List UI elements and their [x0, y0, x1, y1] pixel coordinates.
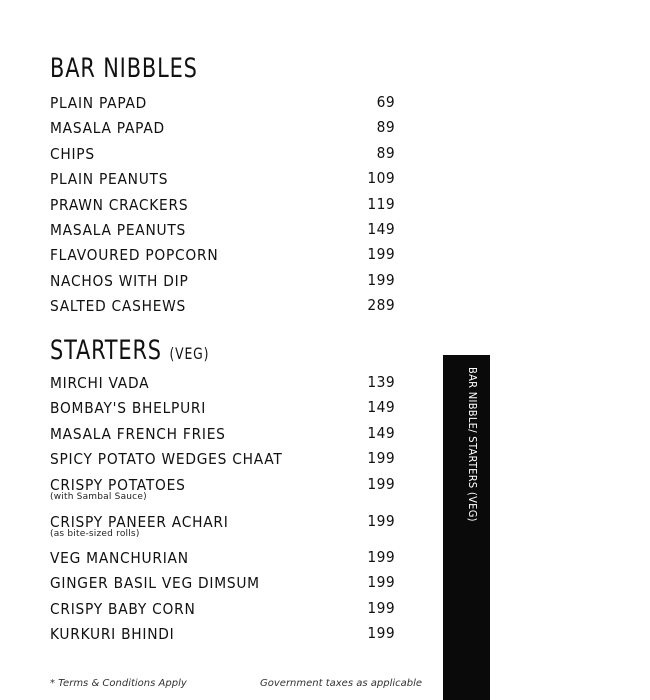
section-title-starters-veg: STARTERS (VEG)	[50, 335, 210, 366]
item-price: 289	[367, 296, 395, 314]
item-name: SALTED CASHEWS	[50, 297, 187, 315]
item-price: 199	[367, 573, 395, 591]
menu-item	[50, 398, 395, 417]
item-price: 119	[367, 195, 395, 213]
menu-item	[50, 599, 395, 618]
item-price: 89	[376, 144, 395, 162]
menu-item	[50, 118, 395, 137]
side-tab-label: BAR NIBBLE/ STARTERS (VEG)	[466, 367, 479, 522]
item-price: 149	[367, 424, 395, 442]
menu-item	[50, 424, 395, 443]
item-price: 199	[367, 624, 395, 642]
menu-item	[50, 548, 395, 567]
section-suffix: (VEG)	[169, 344, 210, 363]
menu-item	[50, 220, 395, 239]
item-price: 109	[367, 169, 395, 187]
menu-item	[50, 195, 395, 214]
item-name: CHIPS	[50, 145, 95, 163]
item-name: KURKURI BHINDI	[50, 625, 175, 643]
item-price: 199	[367, 475, 395, 493]
item-name: PLAIN PAPAD	[50, 94, 148, 112]
item-note: (as bite-sized rolls)	[50, 529, 140, 539]
item-price: 149	[367, 398, 395, 416]
footer-terms: * Terms & Conditions Apply	[50, 678, 187, 689]
item-name: MASALA PEANUTS	[50, 221, 187, 239]
item-price: 199	[367, 449, 395, 467]
item-price: 199	[367, 512, 395, 530]
item-note: (with Sambal Sauce)	[50, 492, 147, 502]
item-price: 199	[367, 245, 395, 263]
item-name: SPICY POTATO WEDGES CHAAT	[50, 450, 283, 468]
item-price: 69	[376, 93, 395, 111]
item-name: VEG MANCHURIAN	[50, 549, 189, 567]
item-name: MIRCHI VADA	[50, 374, 150, 392]
item-price: 199	[367, 271, 395, 289]
item-name: PRAWN CRACKERS	[50, 196, 189, 214]
menu-item	[50, 624, 395, 643]
item-name: CRISPY BABY CORN	[50, 600, 196, 618]
menu-item	[50, 169, 395, 188]
item-name: MASALA PAPAD	[50, 119, 165, 137]
item-price: 199	[367, 599, 395, 617]
menu-item	[50, 296, 395, 315]
footer-taxes: Government taxes as applicable	[260, 678, 423, 689]
menu-item	[50, 144, 395, 163]
menu-item	[50, 512, 395, 539]
section-title-bar-nibbles: BAR NIBBLES	[50, 53, 198, 84]
item-name: GINGER BASIL VEG DIMSUM	[50, 574, 260, 592]
menu-item	[50, 245, 395, 264]
item-name: CRISPY PANEER ACHARI	[50, 513, 229, 531]
item-price: 149	[367, 220, 395, 238]
item-name: NACHOS WITH DIP	[50, 272, 189, 290]
item-name: PLAIN PEANUTS	[50, 170, 169, 188]
item-price: 139	[367, 373, 395, 391]
menu-item	[50, 93, 395, 112]
item-price: 89	[376, 118, 395, 136]
item-name: FLAVOURED POPCORN	[50, 246, 219, 264]
item-price: 199	[367, 548, 395, 566]
item-name: CRISPY POTATOES	[50, 476, 186, 494]
side-tab	[443, 355, 490, 700]
menu-item	[50, 449, 395, 468]
menu-item	[50, 271, 395, 290]
menu-item	[50, 573, 395, 592]
item-name: BOMBAY'S BHELPURI	[50, 399, 207, 417]
menu-item	[50, 373, 395, 392]
item-name: MASALA FRENCH FRIES	[50, 425, 226, 443]
menu-item	[50, 475, 395, 502]
